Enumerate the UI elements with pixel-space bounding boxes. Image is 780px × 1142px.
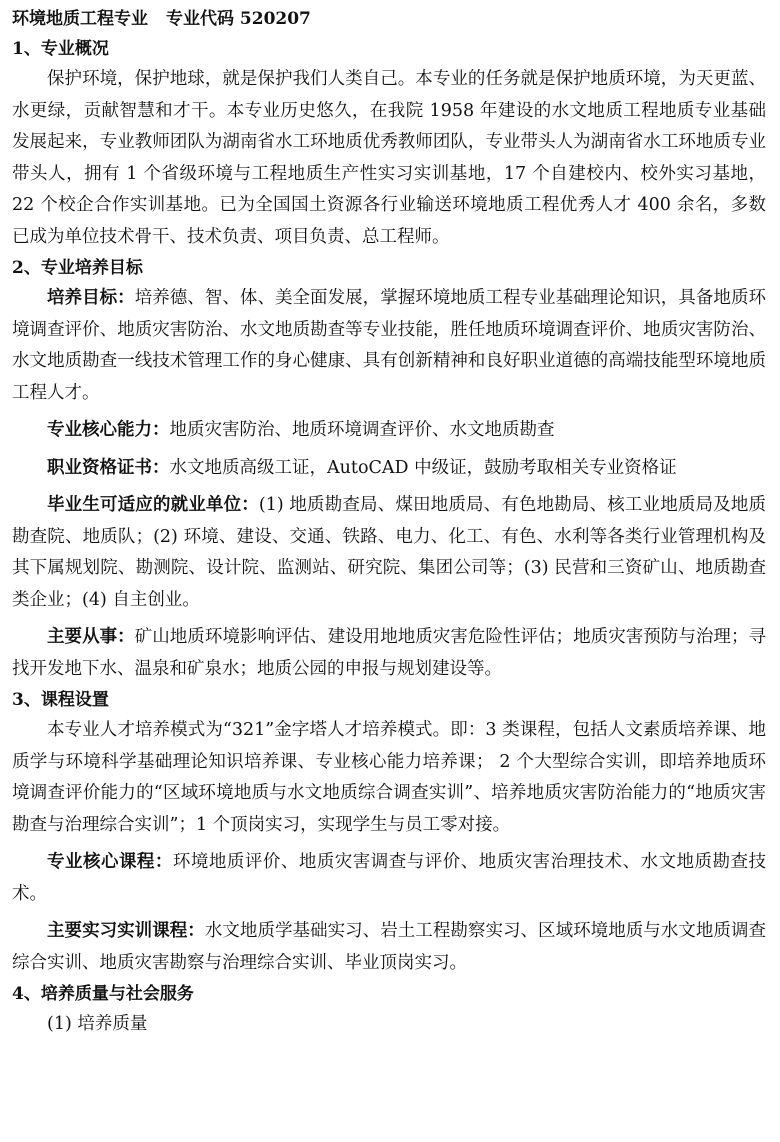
training-goal-paragraph — [12, 283, 766, 409]
section-4-subheading: (1) 培养质量 — [47, 1014, 148, 1034]
program-name: 环境地质工程专业 — [12, 9, 148, 29]
section-3-heading: 3、课程设置 — [12, 690, 109, 710]
practice-course-text: 水文地质学基础实习、岩土工程勘察实习、区域环境地质与水文地质调查综合实训、地质灾害勘察与治理综合实训、毕业顶岗实习。 — [12, 921, 767, 973]
practice-course-label: 主要实习实训课程： — [47, 921, 205, 941]
core-course-text: 环境地质评价、地质灾害调查与评价、地质灾害治理技术、水文地质勘查技术。 — [12, 852, 767, 904]
work-text: 矿山地质环境影响评估、建设用地地质灾害危险性评估；地质灾害预防与治理；寻找开发地下水、温泉和矿泉水；地质公园的申报与规划建设等。 — [12, 627, 766, 679]
work-label: 主要从事： — [47, 627, 135, 647]
employer-label: 毕业生可适应的就业单位： — [47, 495, 259, 515]
section-2-heading: 2、专业培养目标 — [12, 258, 143, 278]
practice-course-paragraph — [12, 916, 766, 979]
core-ability-label: 专业核心能力： — [47, 420, 170, 440]
section-1-heading: 1、专业概况 — [12, 39, 109, 59]
certificate-paragraph — [12, 453, 766, 485]
program-code: 专业代码 520207 — [166, 9, 311, 29]
document-title — [12, 4, 766, 34]
core-course-label: 专业核心课程： — [47, 852, 173, 872]
training-goal-text: 培养德、智、体、美全面发展，掌握环境地质工程专业基础理论知识，具备地质环境调查评价、地质灾害防治、水文地质勘查等专业技能，胜任地质环境调查评价、地质灾害防治、水文地质勘查一线技术管理工作的身心健康、具有创新精神和良好职业道德的高端技能型环境地质工程人才。 — [12, 288, 766, 403]
work-paragraph — [12, 622, 766, 685]
training-goal-label: 培养目标： — [47, 288, 135, 308]
core-course-paragraph — [12, 847, 766, 910]
core-ability-text: 地质灾害防治、地质环境调查评价、水文地质勘查 — [169, 420, 555, 440]
certificate-label: 职业资格证书： — [47, 457, 170, 478]
section-4-heading: 4、培养质量与社会服务 — [12, 984, 194, 1004]
core-ability-paragraph — [12, 415, 766, 447]
employer-text: (1) 地质勘查局、煤田地质局、有色地勘局、核工业地质局及地质勘查院、地质队；(2) 环境、建设、交通、铁路、电力、化工、有色、水利等各类行业管理机构及其下属规划院、勘测院、设计院、监测站、研究院、集团公司等；(3) 民营和三资矿山、地质勘查类企业；(4) 自主创业。 — [12, 495, 766, 610]
section-1-paragraph: 保护环境，保护地球，就是保护我们人类自己。本专业的任务就是保护地质环境，为天更蓝、水更绿，贡献智慧和才干。本专业历史悠久，在我院 1958 年建设的水文地质工程地质专业基础发展起来，专业教师团队为湖南省水工环地质优秀教师团队，专业带头人为湖南省水工环地质专业带头人，拥有 1 个省级环境与工程地质生产性实习实训基地，17 个自建校内、校外实习基地，22 个校企合作实训基地。已为全国国土资源各行业输送环境地质工程优秀人才 400 余名，多数已成为单位技术骨干、技术负责、项目负责、总工程师。 — [12, 69, 766, 247]
section-3-paragraph: 本专业人才培养模式为“321”金字塔人才培养模式。即：3 类课程，包括人文素质培养课、地质学与环境科学基础理论知识培养课、专业核心能力培养课； 2 个大型综合实训，即培养地质环境调查评价能力的“区域环境地质与水文地质综合调查实训”、培养地质灾害防治能力的“地质灾害勘查与治理综合实训”；1 个顶岗实习，实现学生与员工零对接。 — [12, 720, 766, 835]
employer-paragraph — [12, 490, 766, 616]
certificate-text: 水文地质高级工证，AutoCAD 中级证，鼓励考取相关专业资格证 — [169, 457, 677, 478]
